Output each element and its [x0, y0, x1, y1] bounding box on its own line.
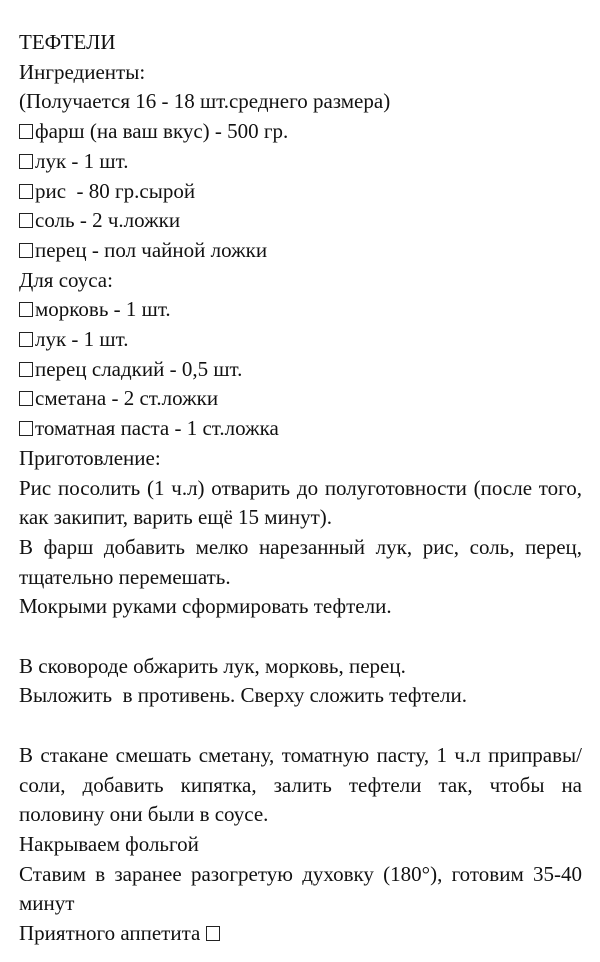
yield-note: (Получается 16 - 18 шт.среднего размера) — [19, 89, 391, 114]
step-paragraph: В стакане смешать сметану, томатную пасту, 1 ч.л приправы/соли, добавить кипятка, залить тефтели так, чтобы на половину они были в соусе. — [19, 742, 582, 827]
checkbox-icon — [19, 184, 33, 199]
paragraph-gap — [19, 622, 582, 652]
sauce-text: сметана - 2 ст.ложки — [35, 386, 219, 411]
ingredient-text: соль - 2 ч.ложки — [35, 208, 181, 233]
sauce-text: лук - 1 шт. — [35, 327, 129, 352]
checkbox-icon — [19, 421, 33, 436]
ingredient-item — [19, 236, 582, 266]
checkbox-icon — [19, 302, 33, 317]
recipe-document — [19, 28, 582, 949]
checkbox-icon — [206, 926, 220, 941]
sauce-text: томатная паста - 1 ст.ложка — [35, 416, 279, 441]
sauce-item — [19, 355, 582, 385]
checkbox-icon — [19, 391, 33, 406]
ingredient-text: рис - 80 гр.сырой — [35, 178, 196, 203]
sauce-item — [19, 295, 582, 325]
method-heading: Приготовление: — [19, 445, 161, 470]
step-paragraph: Мокрыми руками сформировать тефтели. — [19, 594, 392, 619]
ingredients-heading: Ингредиенты: — [19, 59, 146, 84]
sauce-heading: Для соуса: — [19, 267, 113, 292]
step-paragraph: Рис посолить (1 ч.л) отварить до полуготовности (после того, как закипит, варить ещё 15 минут). — [19, 475, 582, 530]
sauce-text: перец сладкий - 0,5 шт. — [35, 356, 243, 381]
checkbox-icon — [19, 243, 33, 258]
step-paragraph: Ставим в заранее разогретую духовку (180°), готовим 35-40 минут — [19, 861, 582, 916]
step-paragraph: Выложить в противень. Сверху сложить тефтели. — [19, 683, 467, 708]
checkbox-icon — [19, 362, 33, 377]
step-paragraph: В сковороде обжарить лук, морковь, перец. — [19, 653, 406, 678]
checkbox-icon — [19, 213, 33, 228]
ingredient-item — [19, 206, 582, 236]
step-paragraph: В фарш добавить мелко нарезанный лук, рис, соль, перец, тщательно перемешать. — [19, 534, 582, 589]
ingredient-item — [19, 147, 582, 177]
sauce-text: морковь - 1 шт. — [35, 297, 171, 322]
sauce-item — [19, 414, 582, 444]
checkbox-icon — [19, 332, 33, 347]
sauce-item — [19, 384, 582, 414]
ingredient-item — [19, 177, 582, 207]
sauce-item — [19, 325, 582, 355]
checkbox-icon — [19, 154, 33, 169]
closing-text: Приятного аппетита — [19, 921, 201, 946]
ingredient-text: лук - 1 шт. — [35, 148, 129, 173]
recipe-title: ТЕФТЕЛИ — [19, 30, 116, 54]
paragraph-gap — [19, 711, 582, 741]
ingredient-item — [19, 117, 582, 147]
ingredient-text: перец - пол чайной ложки — [35, 237, 268, 262]
ingredient-text: фарш (на ваш вкус) - 500 гр. — [35, 119, 289, 144]
step-paragraph: Накрываем фольгой — [19, 831, 199, 856]
checkbox-icon — [19, 124, 33, 139]
closing-line — [19, 919, 582, 949]
